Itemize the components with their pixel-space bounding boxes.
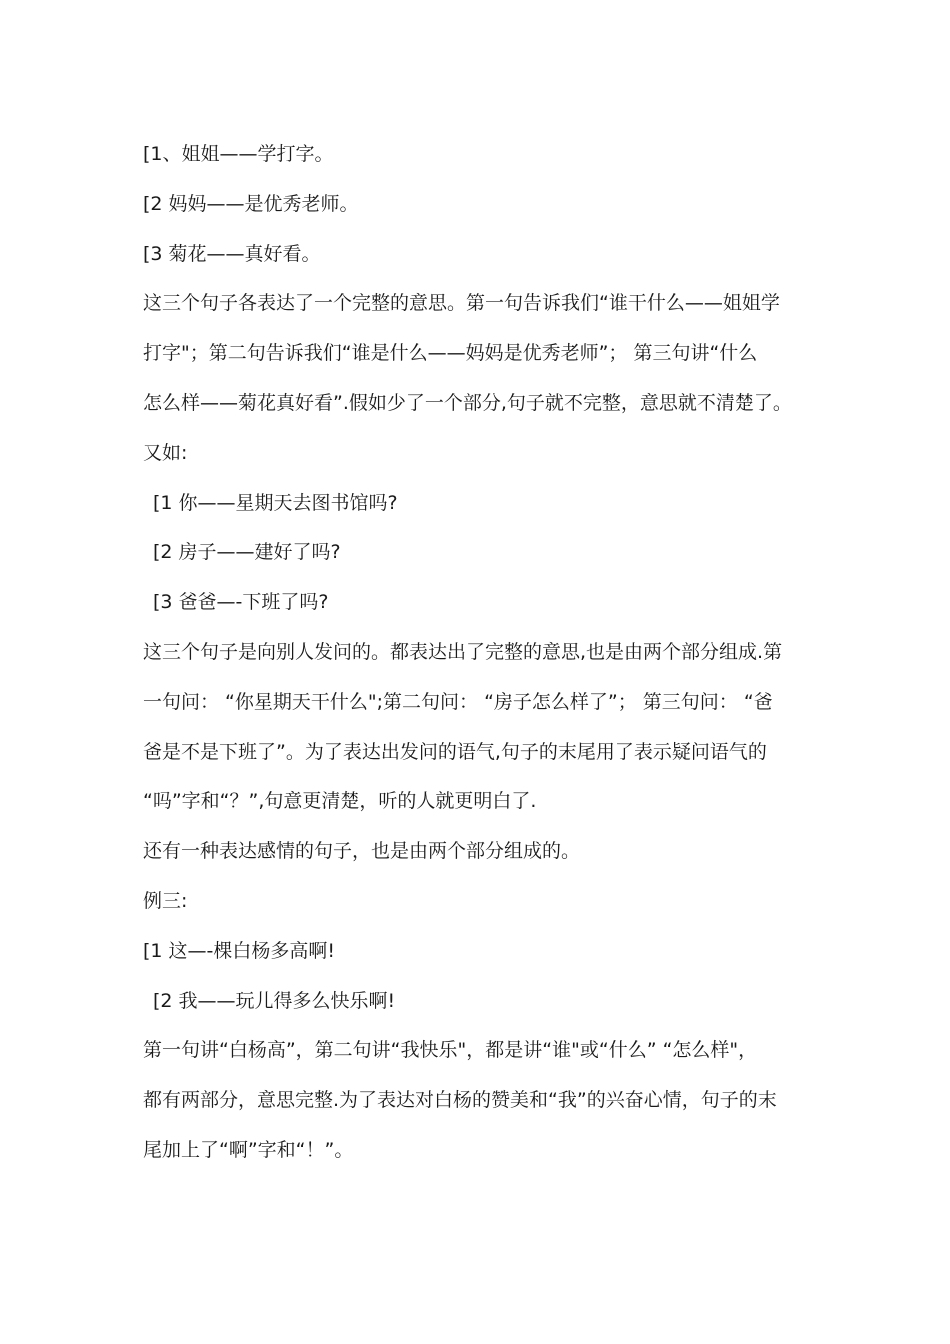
paragraph-line: 一句问： “你星期天干什么";第二句问： “房子怎么样了”； 第三句问： “爸 [143,690,773,713]
paragraph-line: 怎么样——菊花真好看”.假如少了一个部分,句子就不完整，意思就不清楚了。 [143,391,792,414]
paragraph-line: 还有一种表达感情的句子，也是由两个部分组成的。 [143,840,581,863]
exclamation-sentence-1: [1 这—-棵白杨多高啊! [143,939,336,962]
question-sentence-1: [1 你——星期天去图书馆吗? [153,491,398,514]
exclamation-sentence-2: [2 我——玩儿得多么快乐啊! [153,989,396,1012]
example-sentence-2: [2 妈妈——是优秀老师。 [143,192,359,215]
paragraph-line: 这三个句子是向别人发问的。都表达出了完整的意思,也是由两个部分组成.第 [143,640,783,663]
paragraph-line: 爸是不是下班了”。为了表达出发问的语气,句子的末尾用了表示疑问语气的 [143,740,767,763]
paragraph-line: 这三个句子各表达了一个完整的意思。第一句告诉我们“谁干什么——姐姐学 [143,292,780,315]
paragraph-line: 尾加上了“啊”字和“！”。 [143,1138,354,1161]
question-sentence-3: [3 爸爸—-下班了吗? [153,591,329,614]
example-sentence-1: [1、姐姐——学打字。 [143,143,334,165]
paragraph-line: “吗”字和“？”,句意更清楚，听的人就更明白了. [143,790,537,813]
example-sentence-3: [3 菊花——真好看。 [143,242,321,265]
paragraph-line: 第一句讲“白杨高”，第二句讲“我快乐"，都是讲“谁"或“什么” “怎么样"， [143,1039,758,1062]
paragraph-line: 打字"；第二句告诉我们“谁是什么——妈妈是优秀老师”； 第三句讲“什么 [143,342,758,365]
question-sentence-2: [2 房子——建好了吗? [153,541,341,564]
section-label: 例三: [143,889,188,912]
section-label: 又如: [143,441,188,464]
paragraph-line: 都有两部分，意思完整.为了表达对白杨的赞美和“我”的兴奋心情，句子的末 [143,1089,777,1112]
document-body [143,130,823,1176]
